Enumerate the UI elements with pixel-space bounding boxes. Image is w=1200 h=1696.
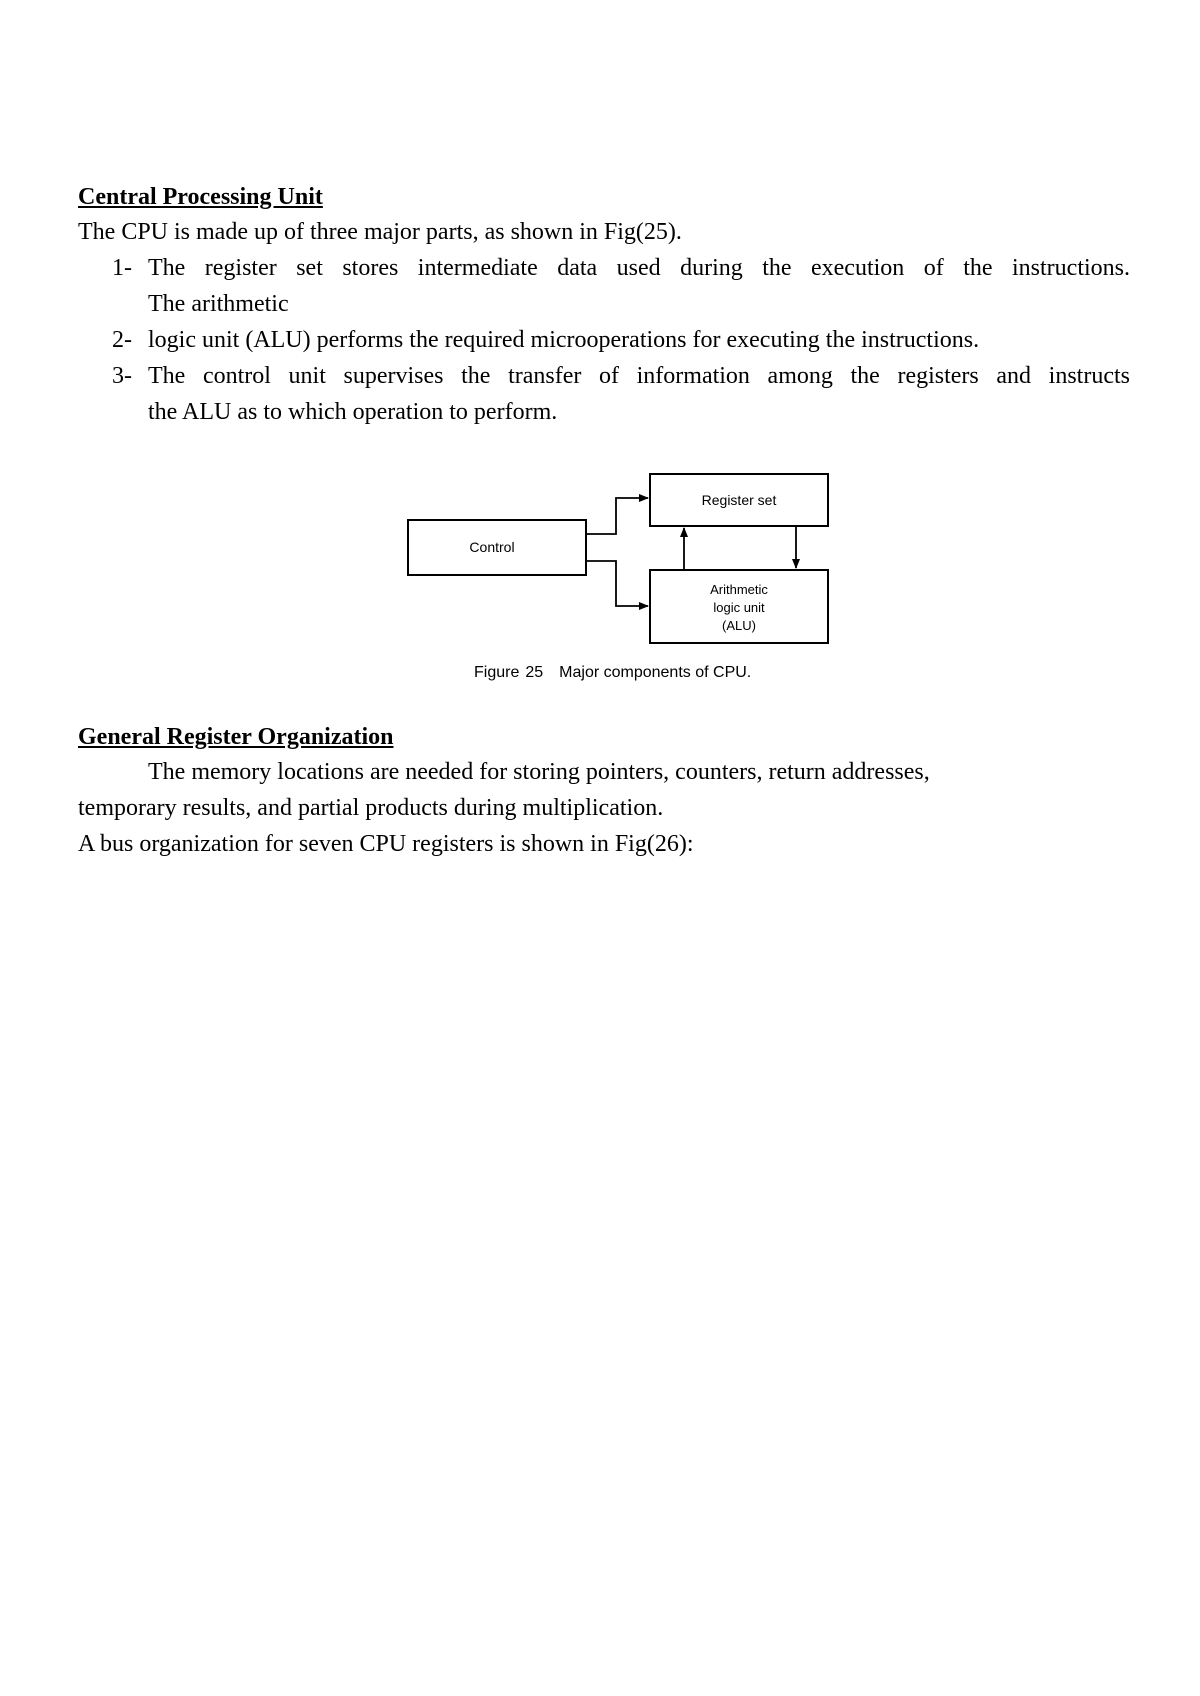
figure-caption-text: Major components of CPU.	[559, 664, 752, 681]
control-to-alu-arrow	[586, 561, 648, 606]
figure-label: Figure	[474, 664, 520, 681]
list-text: logic unit (ALU) performs the required microoperations for executing the instructions.	[148, 327, 980, 353]
gro-heading: General Register Organization	[78, 724, 394, 750]
list-text: The register set stores intermediate data used during the execution of the instructions.	[148, 255, 1130, 281]
list-text: The control unit supervises the transfer of information among the registers and instructs	[148, 363, 1130, 389]
control-label: Control	[469, 539, 515, 555]
list-number: 2-	[112, 327, 132, 353]
alu-label-line-1: Arithmetic	[710, 582, 768, 597]
list-number: 1-	[112, 255, 132, 281]
gro-paragraph-line-3: A bus organization for seven CPU registers is shown in Fig(26):	[78, 831, 694, 857]
list-number: 3-	[112, 363, 132, 389]
alu-label-line-3: (ALU)	[722, 618, 756, 633]
list-text-continued: the ALU as to which operation to perform.	[148, 399, 558, 425]
cpu-diagram	[402, 468, 834, 648]
figure-number: 25	[525, 664, 544, 681]
gro-paragraph-line-1: The memory locations are needed for storing pointers, counters, return addresses,	[148, 759, 930, 785]
control-to-register-arrow	[586, 498, 648, 534]
figure-caption	[474, 664, 751, 682]
cpu-heading: Central Processing Unit	[78, 184, 323, 210]
register-set-label: Register set	[701, 492, 777, 508]
list-text-continued: The arithmetic	[148, 291, 289, 317]
alu-label-line-2: logic unit	[713, 600, 765, 615]
cpu-intro: The CPU is made up of three major parts, as shown in Fig(25).	[78, 219, 682, 245]
gro-paragraph-line-2: temporary results, and partial products during multiplication.	[78, 795, 664, 821]
